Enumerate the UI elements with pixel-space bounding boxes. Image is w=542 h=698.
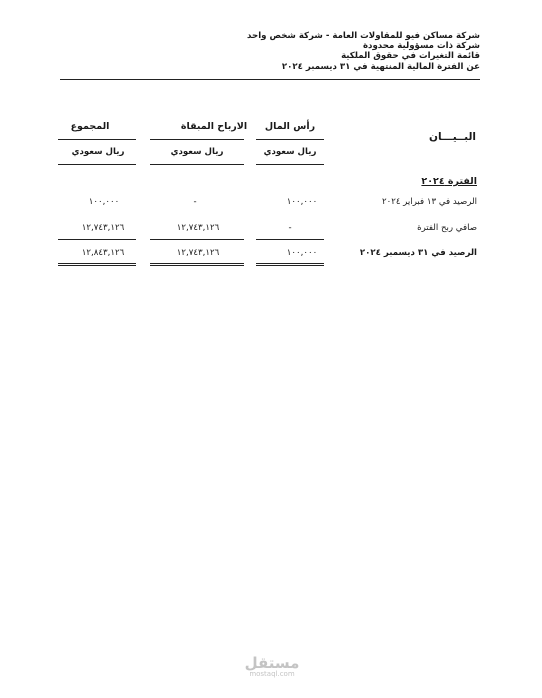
total-header-rule [58, 139, 136, 140]
row-label-closing-balance: الرصيد في ٣١ ديسمبر ٢٠٢٤ [359, 248, 477, 258]
company-name: شركة مساكن فيو للمقاولات العامة - شركة شخص واحد [247, 31, 480, 41]
column-header-description: البــيـــان [429, 131, 476, 143]
cell-opening-retained: - [193, 197, 197, 207]
unit-label-retained: ريال سعودي [170, 147, 224, 157]
watermark-brand-arabic: مستقل [244, 654, 300, 672]
statement-header [247, 31, 480, 72]
header-divider [60, 79, 480, 80]
cell-closing-retained: ١٢,٧٤٣,١٢٦ [176, 248, 220, 258]
statement-period: عن الفترة المالية المنتهية في ٣١ ديسمبر ٢٠٢٤ [281, 61, 480, 72]
cell-closing-total: ١٢,٨٤٣,١٢٦ [81, 248, 125, 258]
subtotal-rule-retained [150, 239, 244, 240]
column-header-capital: رأس المال [264, 121, 316, 132]
cell-opening-capital: ١٠٠,٠٠٠ [286, 197, 318, 207]
section-title-2024: الفترة ٢٠٢٤ [421, 176, 477, 187]
total-unit-rule [58, 164, 136, 165]
subtotal-rule-capital [256, 239, 324, 240]
watermark-brand-url: mostaql.com [249, 670, 295, 678]
row-label-opening-balance: الرصيد في ١٣ فبراير ٢٠٢٤ [381, 197, 477, 207]
total-double-rule-retained [150, 263, 244, 266]
capital-header-rule [256, 139, 324, 140]
capital-unit-rule [256, 164, 324, 165]
cell-profit-total: ١٢,٧٤٣,١٢٦ [81, 223, 125, 233]
cell-profit-retained: ١٢,٧٤٣,١٢٦ [176, 223, 220, 233]
cell-opening-total: ١٠٠,٠٠٠ [88, 197, 120, 207]
cell-profit-capital: - [288, 223, 292, 233]
column-header-retained-earnings: الارباح المبقاة [180, 121, 248, 132]
retained-header-rule [150, 139, 244, 140]
entity-type: شركة ذات مسؤولية محدودة [362, 41, 480, 52]
retained-unit-rule [150, 164, 244, 165]
unit-label-capital: ريال سعودي [263, 147, 317, 157]
statement-title: قائمة التغيرات في حقوق الملكية [341, 51, 480, 62]
total-double-rule-capital [256, 263, 324, 266]
row-label-net-profit: صافي ربح الفترة [417, 223, 477, 233]
total-double-rule-total [58, 263, 136, 266]
column-header-total: المجموع [70, 121, 110, 132]
subtotal-rule-total [58, 239, 136, 240]
cell-closing-capital: ١٠٠,٠٠٠ [286, 248, 318, 258]
unit-label-total: ريال سعودي [71, 147, 125, 157]
watermark-logo [236, 654, 308, 678]
